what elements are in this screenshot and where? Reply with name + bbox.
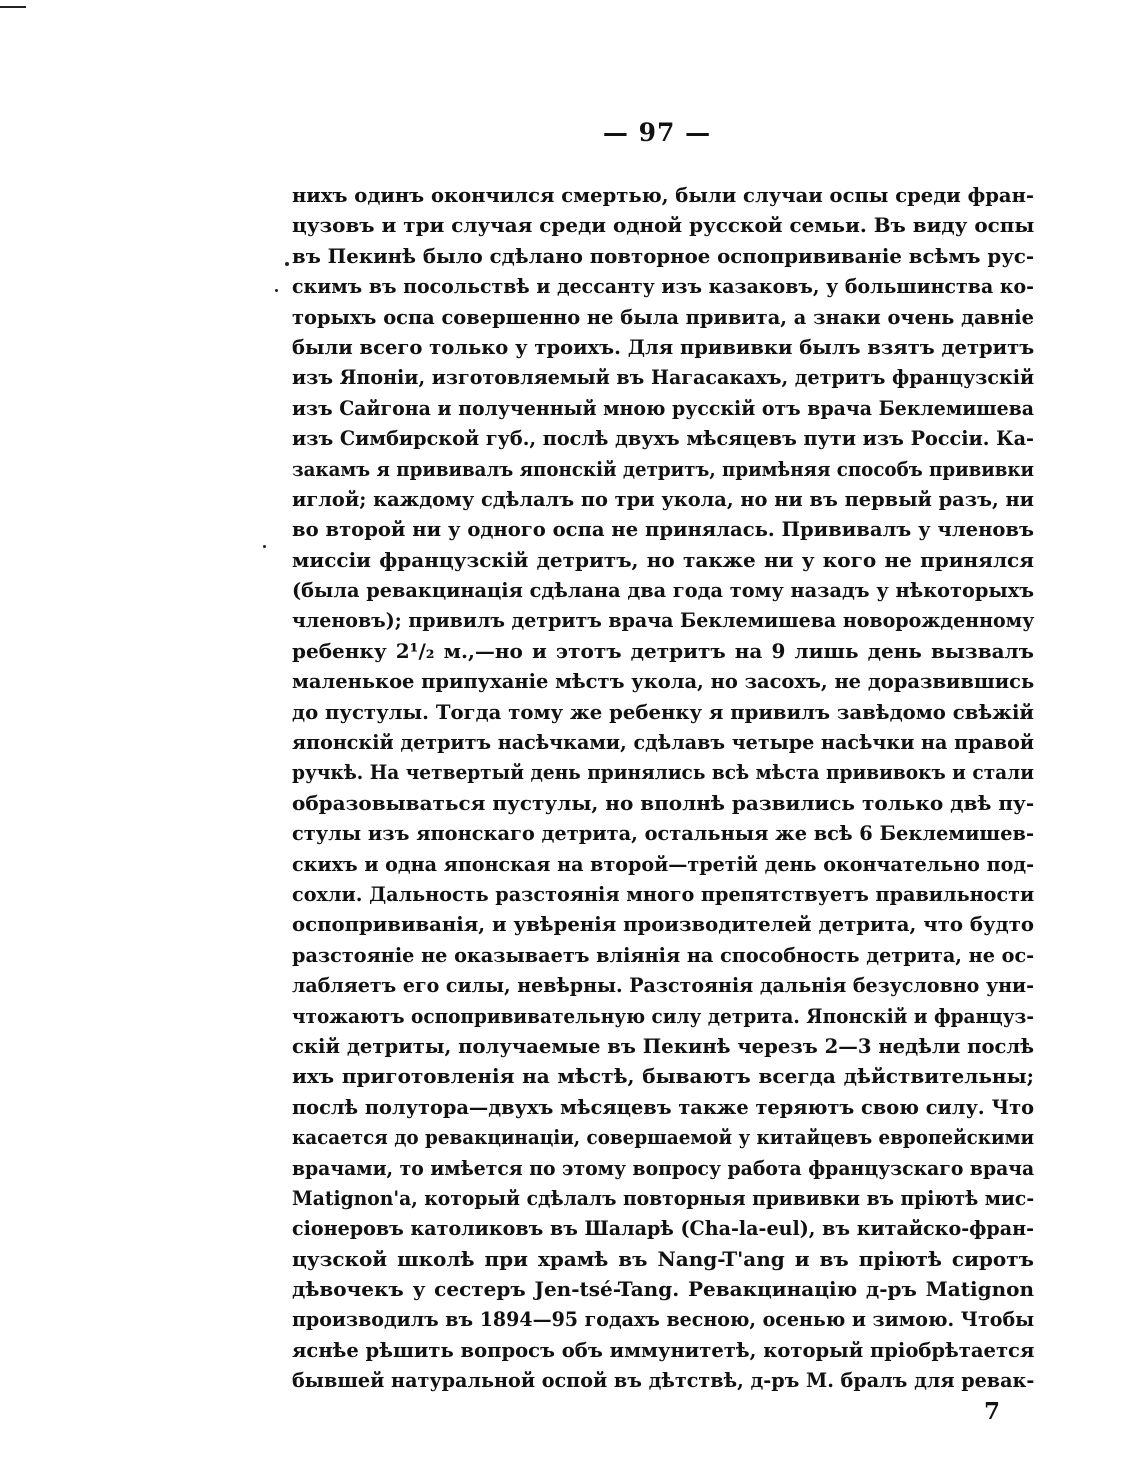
text-line: маленькое припуханіе мѣстъ укола, но засохъ, не доразвившись xyxy=(292,669,1035,694)
text-line: скихъ и одна японская на второй—третій день окончательно под- xyxy=(292,851,1034,876)
text-line: изъ Японіи, изготовляемый въ Нагасакахъ, детритъ французскій xyxy=(292,365,1035,390)
text-line: скій детриты, получаемые въ Пекинѣ черезъ 2—3 недѣли послѣ xyxy=(292,1033,1034,1058)
text-line: (была ревакцинація сдѣлана два года тому назадъ у нѣкоторыхъ xyxy=(292,578,1034,603)
text-line: касается до ревакцинаціи, совершаемой у китайцевъ европейскими xyxy=(292,1125,1035,1150)
text-line: оспопрививанія, и увѣренія производителей детрита, что будто xyxy=(292,912,1034,937)
text-line: изъ Сайгона и полученный мною русскій отъ врача Беклемишева xyxy=(292,395,1034,420)
text-line: миссіи французскій детритъ, но также ни у кого не принялся xyxy=(292,547,1034,572)
text-line: дѣвочекъ у сестеръ Jen-tsé-Tang. Ревакцинацію д-ръ Matignon xyxy=(292,1277,1034,1302)
text-line: врачами, то имѣется по этому вопросу работа французскаго врача xyxy=(292,1155,1035,1180)
text-line: во второй ни у одного оспа не принялась. Прививалъ у членовъ xyxy=(292,517,1034,542)
text-line: послѣ полутора—двухъ мѣсяцевъ также теряютъ свою силу. Что xyxy=(292,1094,1034,1119)
text-line: сохли. Дальность разстоянія много препятствуетъ правильности xyxy=(292,881,1035,906)
text-line: производилъ въ 1894—95 годахъ весною, осенью и зимою. Чтобы xyxy=(292,1307,1035,1332)
text-line: до пустулы. Тогда тому же ребенку я привилъ завѣдомо свѣжій xyxy=(292,699,1034,724)
text-line: членовъ); привилъ детритъ врача Беклемишева новорожденному xyxy=(292,608,1035,633)
margin-dot xyxy=(275,289,278,292)
scan-corner-mark xyxy=(0,6,26,8)
text-line: ихъ приготовленія на мѣстѣ, бываютъ всегда дѣйствительны; xyxy=(292,1064,1034,1089)
text-line: Matignon'а, который сдѣлалъ повторныя прививки въ пріютѣ мис- xyxy=(292,1185,1035,1210)
text-line: торыхъ оспа совершенно не была привита, а знаки очень давніе xyxy=(292,304,1034,329)
text-line: лабляетъ его силы, невѣрны. Разстоянія дальнія безусловно уни- xyxy=(292,973,1035,998)
text-line: нихъ одинъ окончился смертью, были случаи оспы среди фран- xyxy=(292,183,1034,207)
text-line: образовываться пустулы, но вполнѣ развились только двѣ пу- xyxy=(292,790,1035,815)
body-text xyxy=(292,180,1034,1396)
text-line: были всего только у троихъ. Для прививки былъ взятъ детритъ xyxy=(292,334,1035,359)
text-line: бывшей натуральной оспой въ дѣтствѣ, д-ръ М. бралъ для ревак- xyxy=(292,1368,1035,1393)
text-line: въ Пекинѣ было сдѣлано повторное оспопрививаніе всѣмъ рус- xyxy=(292,243,1034,268)
text-line: японскій детритъ насѣчками, сдѣлавъ четыре насѣчки на правой xyxy=(292,730,1034,755)
margin-dot xyxy=(263,545,266,548)
text-line: цузской школѣ при храмѣ въ Nang-T'ang и въ пріютѣ сиротъ xyxy=(292,1246,1034,1271)
margin-dot xyxy=(285,262,289,266)
page-number: — 97 — xyxy=(602,118,712,147)
text-line: изъ Симбирской губ., послѣ двухъ мѣсяцевъ пути изъ Россіи. Ка- xyxy=(292,426,1034,451)
signature-mark: 7 xyxy=(984,1398,1001,1425)
text-line: закамъ я прививалъ японскій детритъ, примѣняя способъ прививки xyxy=(292,456,1035,481)
text-line: разстояніе не оказываетъ вліянія на способность детрита, не ос- xyxy=(292,942,1035,967)
text-line: скимъ въ посольствѣ и дессанту изъ казаковъ, у большинства ко- xyxy=(292,274,1034,299)
text-line: ручкѣ. На четвертый день принялись всѣ мѣста прививокъ и стали xyxy=(292,760,1034,785)
text-line: яснѣе рѣшить вопросъ объ иммунитетѣ, который пріобрѣтается xyxy=(292,1337,1035,1362)
text-line: ребенку 2¹/₂ м.,—но и этотъ детритъ на 9 лишь день вызвалъ xyxy=(292,638,1034,663)
text-line: чтожаютъ оспопрививательную силу детрита. Японскій и француз- xyxy=(292,1003,1034,1028)
text-line: стулы изъ японскаго детрита, остальныя же всѣ 6 Беклемишев- xyxy=(292,821,1035,846)
text-line: иглой; каждому сдѣлалъ по три укола, но ни въ первый разъ, ни xyxy=(292,486,1034,511)
text-line: сіонеровъ католиковъ въ Шаларѣ (Cha-la-eul), въ китайско-фран- xyxy=(292,1216,1034,1241)
text-line: цузовъ и три случая среди одной русской семьи. Въ виду оспы xyxy=(292,213,1035,238)
